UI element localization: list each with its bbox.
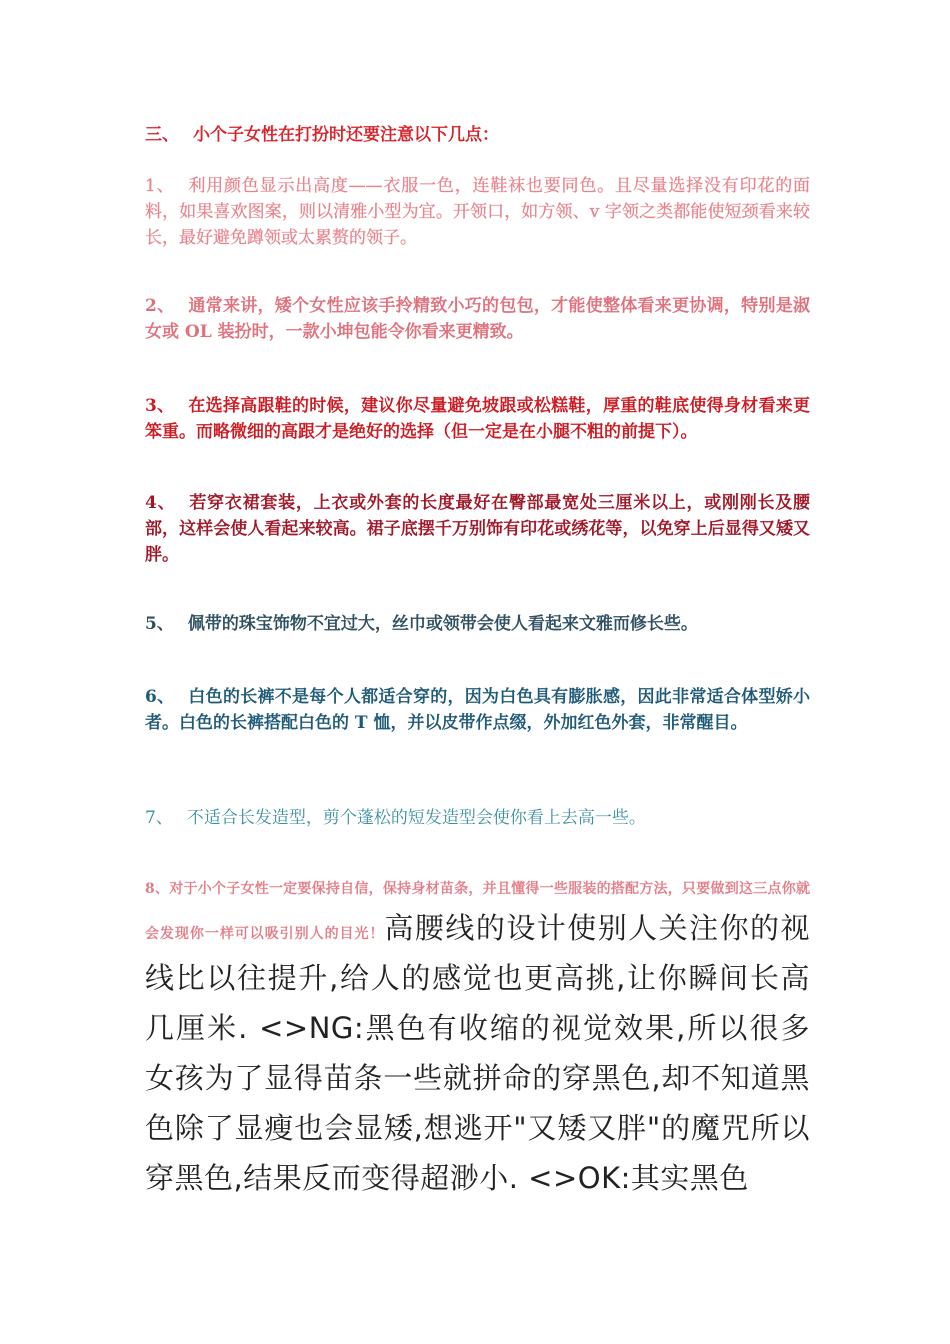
tip-number: 6、 — [145, 687, 175, 707]
tip-number: 5、 — [145, 614, 174, 634]
tip-6 — [145, 684, 810, 736]
tip-8-large-text: 高腰线的设计使别人关注你的视线比以往提升,给人的感觉也更高挑,让你瞬间长高几厘米. <>NG:黑色有收缩的视觉效果,所以很多女孩为了显得苗条一些就拼命的穿黑色,却不知道黑色除了显瘦也会显矮,想逃开"又矮又胖"的魔咒所以穿黑色,结果反而变得超渺小. <>OK:其实黑色 — [145, 911, 810, 1195]
tip-text: 利用颜色显示出高度——衣服一色，连鞋袜也要同色。且尽量选择没有印花的面料，如果喜欢图案，则以清雅小型为宜。开领口，如方领、v 字领之类都能使短颈看来较长，最好避免蹲领或太累赘的领子。 — [145, 176, 810, 248]
heading-text: 小个子女性在打扮时还要注意以下几点： — [193, 125, 499, 145]
tip-8-small-text: 8、对于小个子女性一定要保持自信，保持身材苗条，并且懂得一些服装的搭配方法，只要做到这三点你就会发现你一样可以吸引别人的目光！ — [145, 881, 810, 942]
tip-number: 3、 — [145, 396, 175, 416]
tip-number: 2、 — [145, 296, 175, 316]
tip-number: 7、 — [145, 808, 173, 828]
tip-5 — [145, 611, 810, 637]
tip-text: 不适合长发造型，剪个蓬松的短发造型会使你看上去高一些。 — [186, 808, 646, 828]
tip-text: 在选择高跟鞋的时候，建议你尽量避免坡跟或松糕鞋，厚重的鞋底使得身材看来更笨重。而略微细的高跟才是绝好的选择（但一定是在小腿不粗的前提下）。 — [145, 396, 810, 442]
tip-number: 4、 — [145, 493, 176, 513]
tip-text: 通常来讲，矮个女性应该手拎精致小巧的包包，才能使整体看来更协调，特别是淑女或 OL 装扮时，一款小坤包能令你看来更精致。 — [145, 296, 810, 342]
section-heading — [145, 122, 810, 148]
tip-8 — [145, 875, 810, 1203]
tip-4 — [145, 490, 810, 568]
tip-2 — [145, 293, 810, 345]
heading-number: 三、 — [145, 125, 179, 145]
tip-text: 若穿衣裙套装，上衣或外套的长度最好在臀部最宽处三厘米以上，或刚刚长及腰部，这样会使人看起来较高。裙子底摆千万别饰有印花或绣花等，以免穿上后显得又矮又胖。 — [145, 493, 810, 565]
tip-3 — [145, 393, 810, 445]
tip-text: 白色的长裤不是每个人都适合穿的，因为白色具有膨胀感，因此非常适合体型娇小者。白色的长裤搭配白色的 T 恤，并以皮带作点缀，外加红色外套，非常醒目。 — [145, 687, 810, 733]
tip-7 — [145, 805, 810, 831]
tip-text: 佩带的珠宝饰物不宜过大，丝巾或领带会使人看起来文雅而修长些。 — [187, 614, 698, 634]
tip-number: 1、 — [145, 176, 175, 196]
tip-1 — [145, 173, 810, 251]
